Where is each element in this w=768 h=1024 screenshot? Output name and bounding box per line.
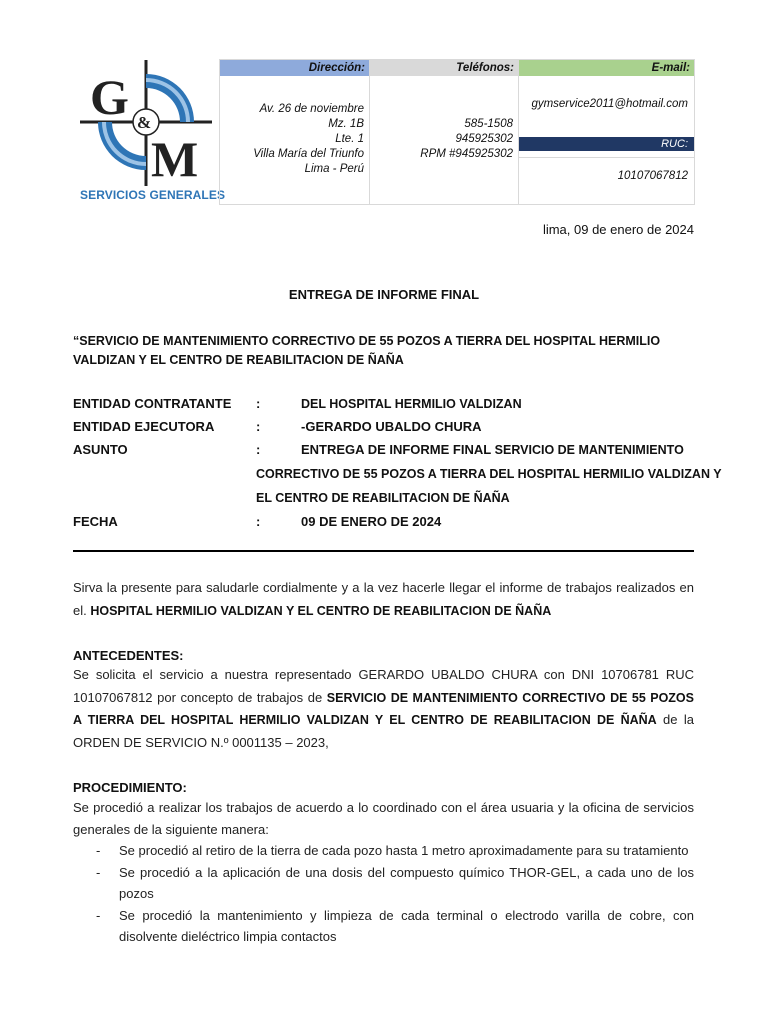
document-title: ENTREGA DE INFORME FINAL	[288, 287, 480, 302]
phone-line: RPM #945925302	[420, 148, 513, 160]
list-item	[73, 840, 694, 862]
svg-text:G: G	[90, 69, 129, 125]
list-item-text: Se procedió la mantenimiento y limpieza de cada terminal o electrodo varilla de cobre, con disolvente dieléctrico limpia contactos	[119, 907, 694, 944]
company-logo	[76, 58, 226, 204]
asunto-rest: SERVICIO DE MANTENIMIENTO	[491, 443, 684, 457]
horizontal-rule	[73, 550, 694, 552]
letter-date: lima, 09 de enero de 2024	[542, 222, 694, 237]
email-label: E-mail:	[519, 60, 694, 76]
bullet-marker: -	[96, 843, 101, 858]
antecedentes-heading: ANTECEDENTES:	[73, 648, 184, 663]
svg-text:&: &	[137, 113, 152, 132]
field-label-fecha: FECHA	[73, 514, 118, 529]
intro-paragraph	[73, 577, 694, 622]
phones-label: Teléfonos:	[370, 60, 518, 76]
antecedentes-text1: Se solicita el servicio a nuestra representado GERARDO UBALDO CHURA con DNI 10706781 RUC 10107067812 por concepto de trabajos de	[73, 667, 694, 705]
intro-line2	[73, 600, 694, 623]
list-item	[73, 905, 694, 948]
procedure-list	[73, 840, 694, 948]
divider	[519, 157, 694, 158]
asunto-strong: ENTREGA DE INFORME FINAL	[301, 442, 492, 457]
bullet-marker: -	[96, 864, 101, 880]
intro-strong: HOSPITAL HERMILIO VALDIZAN Y EL CENTRO DE REABILITACION DE ÑAÑA	[90, 603, 552, 618]
field-value-entidad-contratante: DEL HOSPITAL HERMILIO VALDIZAN	[301, 397, 522, 411]
address-line: Lima - Perú	[304, 163, 364, 175]
field-colon: :	[256, 442, 261, 457]
bullet-marker: -	[96, 907, 101, 923]
field-value-asunto	[301, 442, 684, 457]
field-value-entidad-ejecutora: -GERARDO UBALDO CHURA	[301, 419, 482, 434]
list-item	[73, 862, 694, 905]
phone-line: 945925302	[455, 133, 513, 145]
field-label-entidad-ejecutora: ENTIDAD EJECUTORA	[73, 419, 215, 434]
field-value-fecha: 09 DE ENERO DE 2024	[301, 514, 442, 529]
field-colon: :	[256, 396, 261, 411]
procedimiento-intro: Se procedió a realizar los trabajos de acuerdo a lo coordinado con el área usuaria y la oficina de servicios generales de la siguiente manera:	[73, 800, 694, 837]
address-line: Mz. 1B	[328, 118, 364, 130]
ruc-label: RUC:	[519, 137, 694, 151]
list-item-text: Se procedió a la aplicación de una dosis del compuesto químico THOR-GEL, a cada uno de los pozos	[119, 864, 694, 901]
address-line: Av. 26 de noviembre	[259, 103, 364, 115]
field-label-entidad-contratante: ENTIDAD CONTRATANTE	[73, 396, 232, 411]
list-item-text: Se procedió al retiro de la tierra de cada pozo hasta 1 metro aproximadamente para su tratamiento	[119, 843, 689, 858]
ruc-value: 10107067812	[617, 170, 688, 182]
logo-caption: SERVICIOS GENERALES	[80, 188, 226, 202]
antecedentes-text2: de la ORDEN DE SERVICIO N.º 0001135 – 2023,	[73, 712, 694, 750]
contact-header-table	[219, 59, 695, 205]
phones-column	[370, 60, 519, 204]
service-title: “SERVICIO DE MANTENIMIENTO CORRECTIVO DE 55 POZOS A TIERRA DEL HOSPITAL HERMILIO VALDIZAN Y EL CENTRO DE REABILITACION DE ÑAÑA	[73, 334, 661, 367]
gm-logo-mark	[76, 58, 216, 188]
intro-prefix: el.	[73, 602, 91, 618]
field-value-asunto-line2: CORRECTIVO DE 55 POZOS A TIERRA DEL HOSPITAL HERMILIO VALDIZAN Y	[256, 467, 722, 481]
address-column	[220, 60, 370, 204]
address-line: Villa María del Triunfo	[253, 148, 364, 160]
field-value-asunto-line3: EL CENTRO DE REABILITACION DE ÑAÑA	[256, 491, 510, 505]
field-label-asunto: ASUNTO	[73, 442, 128, 457]
phone-line: 585-1508	[464, 118, 513, 130]
email-value: gymservice2011@hotmail.com	[531, 98, 688, 110]
svg-text:M: M	[151, 131, 199, 187]
email-column	[519, 60, 694, 204]
address-line: Lte. 1	[335, 133, 364, 145]
antecedentes-strong: SERVICIO DE MANTENIMIENTO CORRECTIVO DE 55 POZOS A TIERRA DEL HOSPITAL HERMILIO VALDIZAN Y EL CENTRO DE REABILITACION DE ÑAÑA	[73, 690, 694, 727]
field-colon: :	[256, 514, 261, 529]
address-label: Dirección:	[220, 60, 369, 76]
antecedentes-paragraph	[73, 664, 694, 754]
field-colon: :	[256, 419, 261, 434]
intro-line1: Sirva la presente para saludarle cordialmente y a la vez hacerle llegar el informe de trabajos realizados en	[73, 580, 694, 595]
procedimiento-heading: PROCEDIMIENTO:	[73, 780, 187, 795]
